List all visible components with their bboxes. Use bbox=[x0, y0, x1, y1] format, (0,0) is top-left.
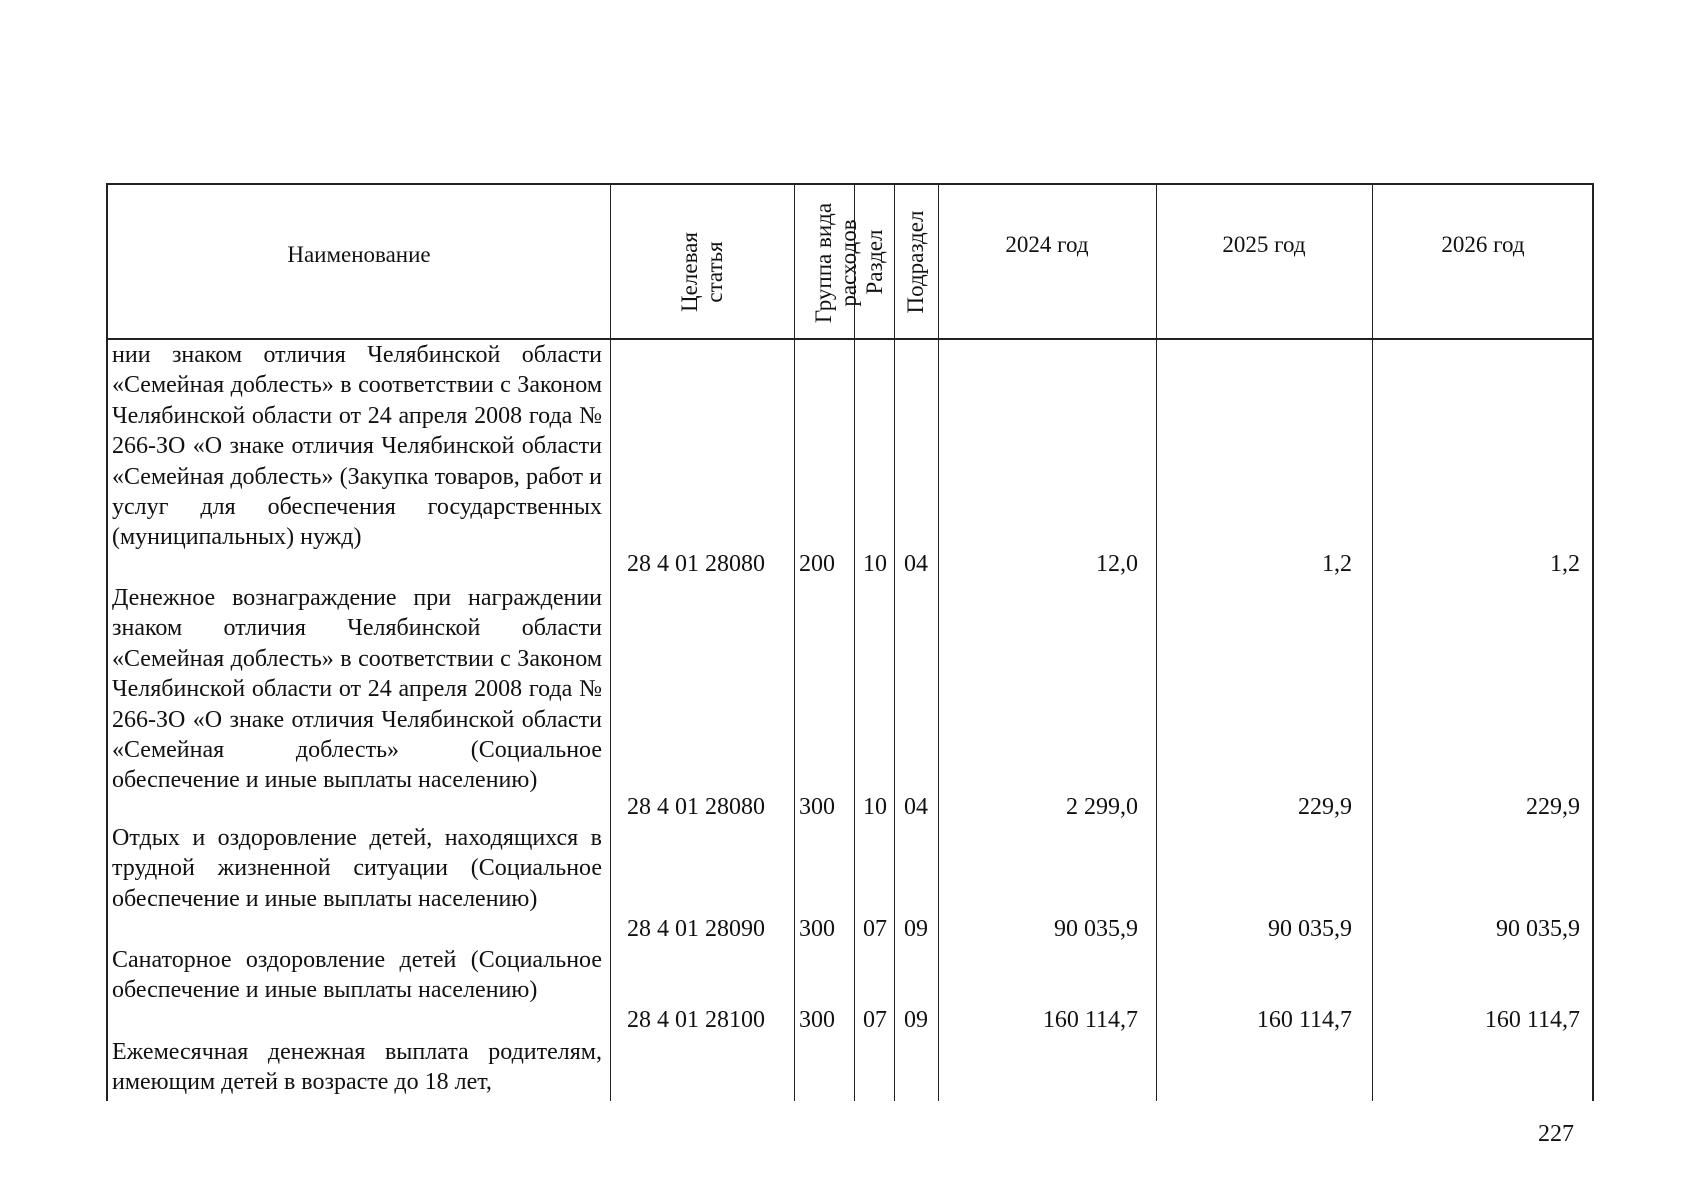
row-group: 300 bbox=[799, 1007, 835, 1033]
header-2024: 2024 год bbox=[1005, 232, 1089, 257]
header-target-article: Целевая статья bbox=[677, 232, 727, 312]
col-divider bbox=[894, 185, 895, 1101]
row-value-2025: 229,9 bbox=[1298, 794, 1352, 820]
row-group: 200 bbox=[799, 551, 835, 577]
header-expense-group: Группа вида расходов bbox=[811, 202, 861, 324]
col-divider bbox=[610, 185, 611, 1101]
row-section: 10 bbox=[863, 551, 887, 577]
row-value-2024: 160 114,7 bbox=[1042, 1007, 1138, 1033]
row-group: 300 bbox=[799, 794, 835, 820]
row-subsection: 04 bbox=[904, 794, 928, 820]
row-value-2024: 2 299,0 bbox=[1066, 794, 1138, 820]
row-value-2025: 90 035,9 bbox=[1268, 916, 1352, 942]
header-2026: 2026 год bbox=[1441, 232, 1525, 257]
page-number: 227 bbox=[1538, 1121, 1574, 1147]
col-divider bbox=[1156, 185, 1157, 1101]
header-subsection: Подраздел bbox=[903, 210, 928, 314]
row-group: 300 bbox=[799, 916, 835, 942]
row-subsection: 09 bbox=[904, 1007, 928, 1033]
row-name: нии знаком отличия Челябинской области «Семейная доблесть» в соответствии с Законом Челябинской области от 24 апреля 2008 года № 266-ЗО «О знаке отличия Челябинской области «Семейная доблесть» (Закупка товаров, работ и услуг для обеспечения государственных (муниципальных) нужд) bbox=[112, 342, 602, 551]
row-value-2025: 1,2 bbox=[1322, 551, 1352, 577]
row-code: 28 4 01 28080 bbox=[627, 551, 765, 577]
row-code: 28 4 01 28100 bbox=[627, 1007, 765, 1033]
row-subsection: 04 bbox=[904, 551, 928, 577]
budget-table bbox=[106, 183, 1594, 1101]
row-section: 07 bbox=[863, 916, 887, 942]
col-divider bbox=[1372, 185, 1373, 1101]
header-2025: 2025 год bbox=[1222, 232, 1306, 257]
row-value-2024: 90 035,9 bbox=[1054, 916, 1138, 942]
row-value-2025: 160 114,7 bbox=[1256, 1007, 1352, 1033]
row-value-2026: 160 114,7 bbox=[1484, 1007, 1580, 1033]
row-section: 07 bbox=[863, 1007, 887, 1033]
row-value-2024: 12,0 bbox=[1096, 551, 1138, 577]
row-code: 28 4 01 28080 bbox=[627, 794, 765, 820]
row-value-2026: 90 035,9 bbox=[1496, 916, 1580, 942]
row-section: 10 bbox=[863, 794, 887, 820]
row-value-2026: 1,2 bbox=[1550, 551, 1580, 577]
col-divider bbox=[938, 185, 939, 1101]
row-name: Отдых и оздоровление детей, находящихся в трудной жизненной ситуации (Социальное обеспечение и иные выплаты населению) bbox=[112, 825, 602, 912]
row-name: Ежемесячная денежная выплата родителям, имеющим детей в возрасте до 18 лет, bbox=[112, 1039, 602, 1096]
header-section: Раздел bbox=[862, 229, 887, 295]
col-divider bbox=[794, 185, 795, 1101]
row-code: 28 4 01 28090 bbox=[627, 916, 765, 942]
row-subsection: 09 bbox=[904, 916, 928, 942]
header-name: Наименование bbox=[287, 242, 431, 267]
row-name: Санаторное оздоровление детей (Социальное обеспечение и иные выплаты населению) bbox=[112, 947, 602, 1004]
row-value-2026: 229,9 bbox=[1526, 794, 1580, 820]
row-name: Денежное вознаграждение при награждении знаком отличия Челябинской области «Семейная доблесть» в соответствии с Законом Челябинской области от 24 апреля 2008 года № 266-ЗО «О знаке отличия Челябинской области «Семейная доблесть» (Социальное обеспечение и иные выплаты населению) bbox=[112, 585, 602, 794]
